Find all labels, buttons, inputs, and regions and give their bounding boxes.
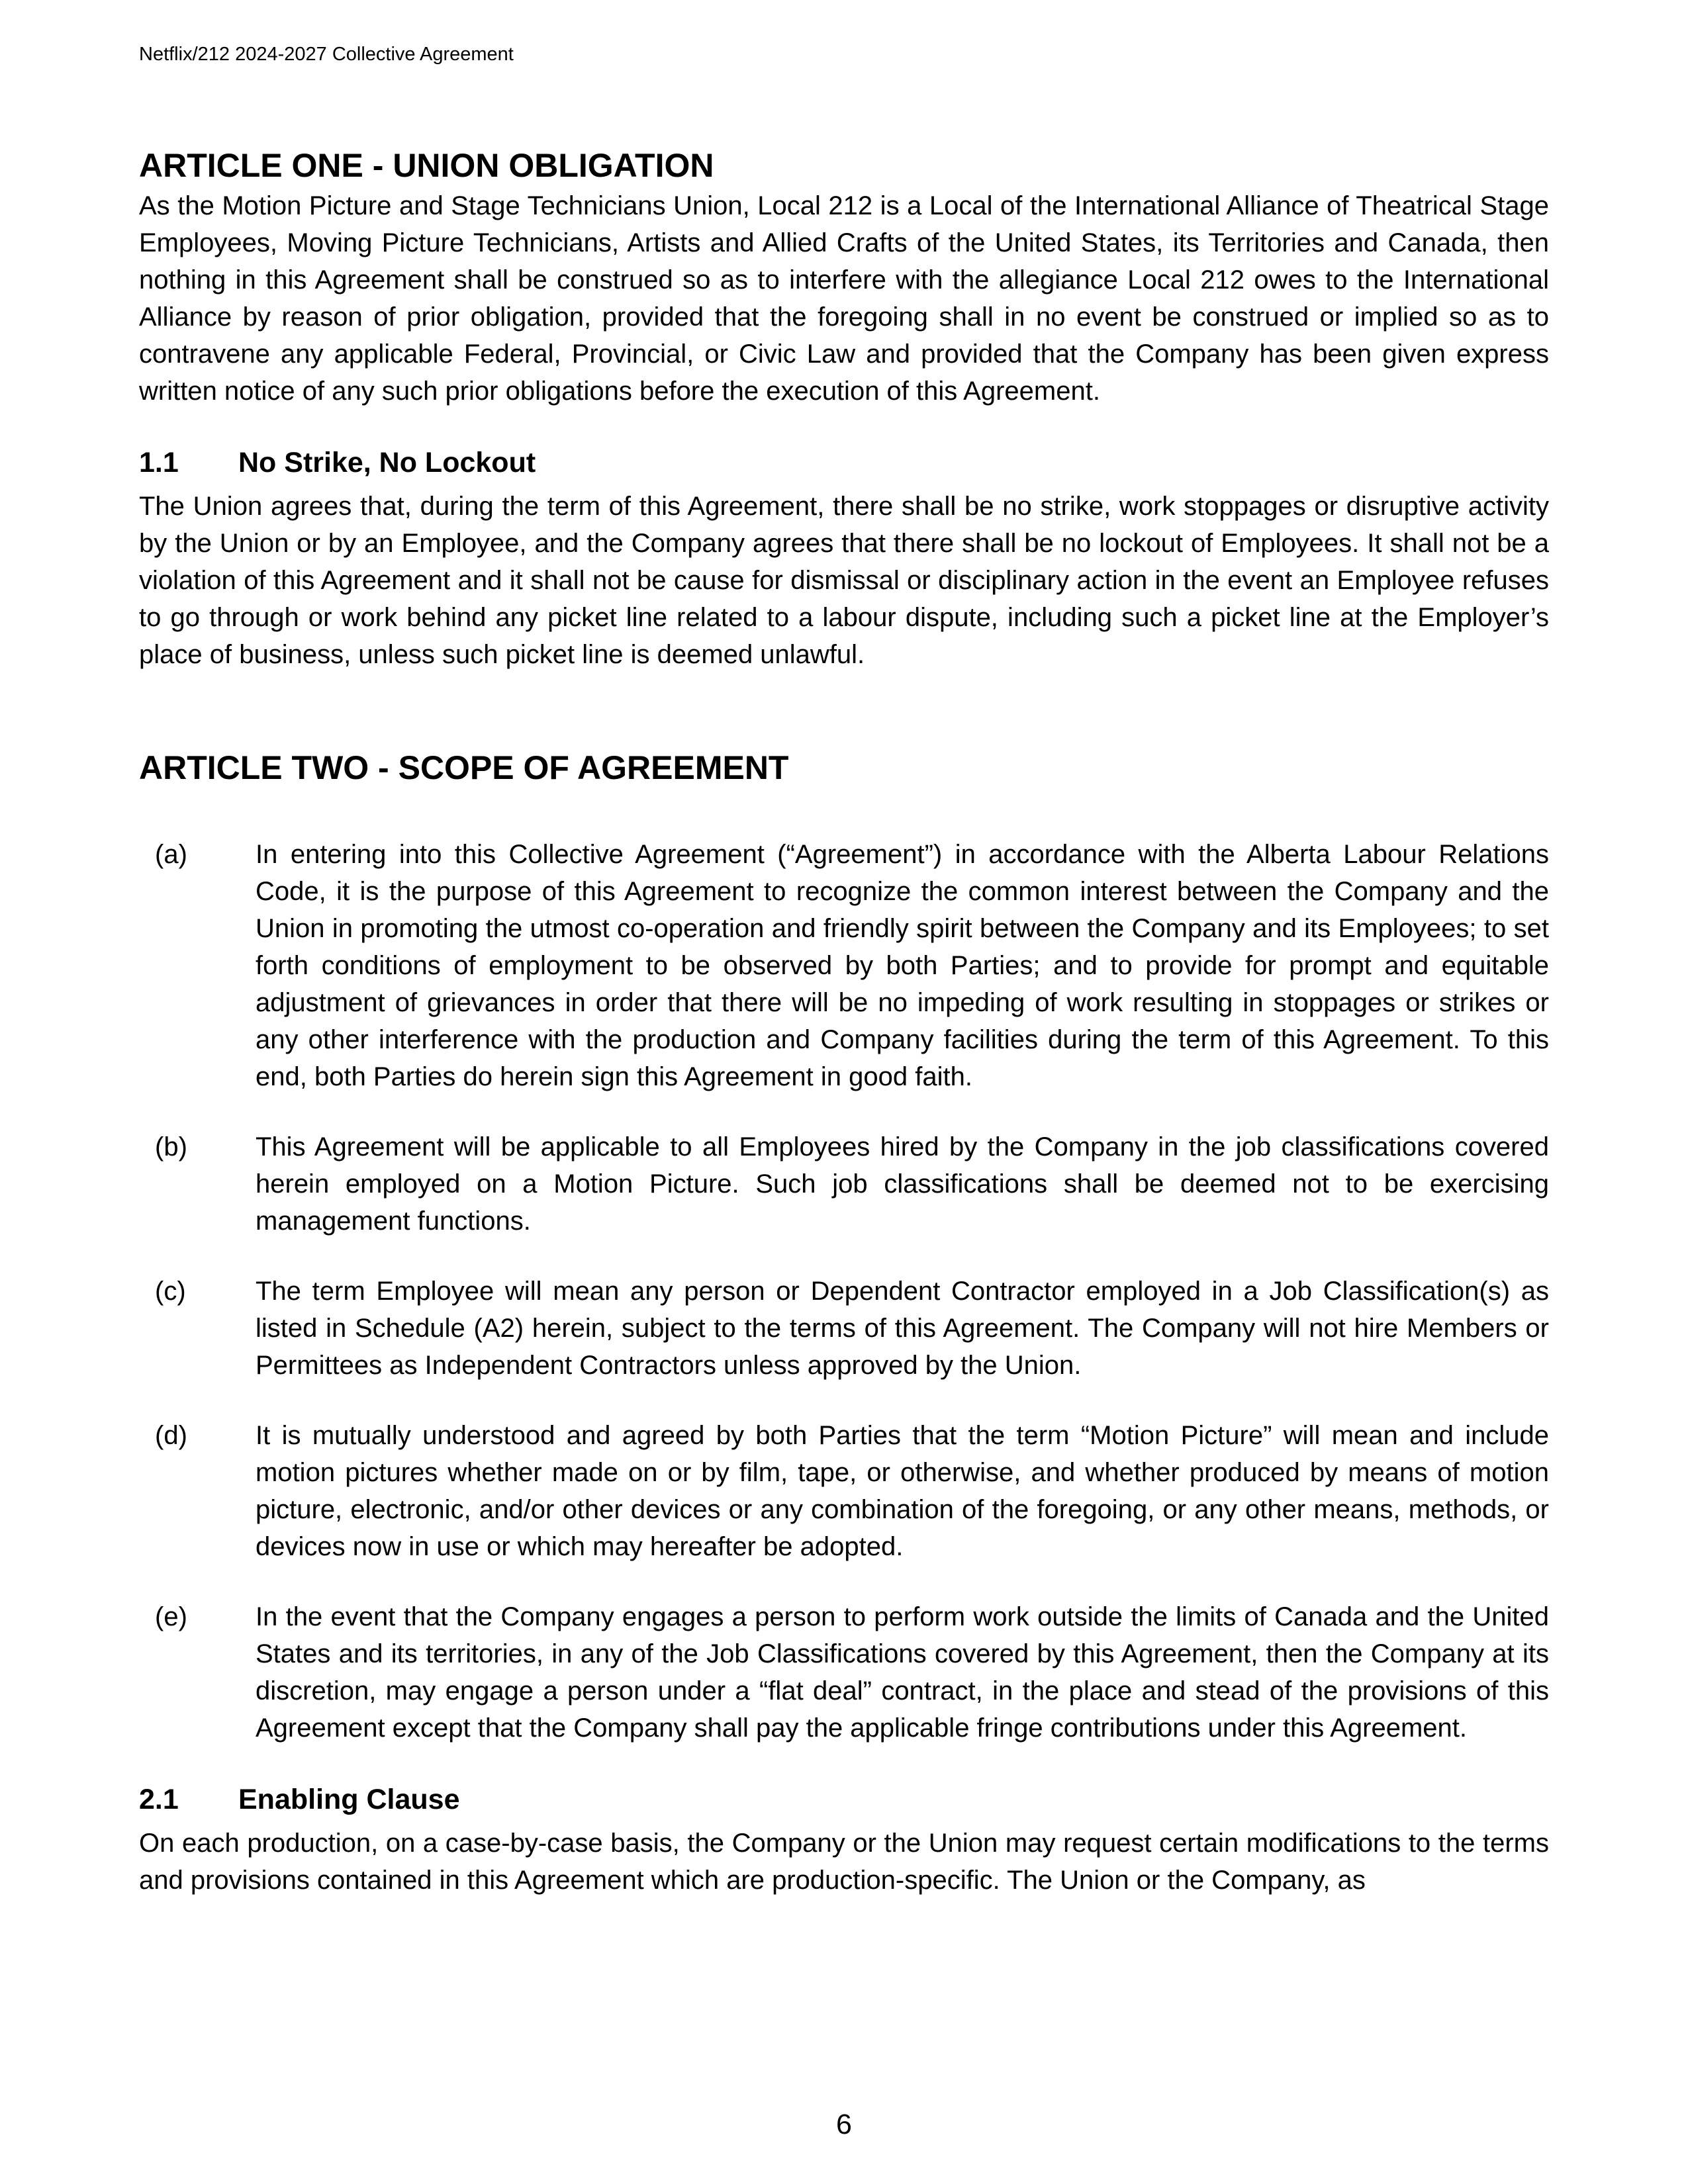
section-title: No Strike, No Lockout bbox=[238, 447, 536, 478]
clause-c bbox=[139, 1273, 1549, 1384]
clause-text: In the event that the Company engages a person to perform work outside the limits of Canada and the United States and its territories, in any of the Job Classifications covered by this Agreement, then the Company at its discretion, may engage a person under a “flat deal” contract, in the place and stead of the provisions of this Agreement except that the Company shall pay the applicable fringe contributions under this Agreement. bbox=[256, 1602, 1549, 1743]
clause-label: (d) bbox=[155, 1421, 187, 1450]
section-2-1-heading bbox=[139, 1780, 1549, 1819]
article-one-intro: As the Motion Picture and Stage Technicians Union, Local 212 is a Local of the International Alliance of Theatrical Stage Employees, Moving Picture Technicians, Artists and Allied Crafts of the United States, its Territories and Canada, then nothing in this Agreement shall be construed so as to interfere with the allegiance Local 212 owes to the International Alliance by reason of prior obligation, provided that the foregoing shall in no event be construed or implied so as to contravene any applicable Federal, Provincial, or Civic Law and provided that the Company has been given express written notice of any such prior obligations before the execution of this Agreement. bbox=[139, 191, 1549, 406]
article-two-title: ARTICLE TWO - SCOPE OF AGREEMENT bbox=[139, 749, 789, 786]
clause-b bbox=[139, 1128, 1549, 1240]
section-1-1-heading bbox=[139, 443, 1549, 482]
clause-label: (e) bbox=[155, 1602, 187, 1631]
article-one-title: ARTICLE ONE - UNION OBLIGATION bbox=[139, 147, 714, 184]
section-1-1-text: The Union agrees that, during the term of this Agreement, there shall be no strike, work stoppages or disruptive activity by the Union or by an Employee, and the Company agrees that there shall be no lockout of Employees. It shall not be a violation of this Agreement and it shall not be cause for dismissal or disciplinary action in the event an Employee refuses to go through or work behind any picket line related to a labour dispute, including such a picket line at the Employer’s place of business, unless such picket line is deemed unlawful. bbox=[139, 492, 1549, 669]
clause-text: The term Employee will mean any person or Dependent Contractor employed in a Job Classification(s) as listed in Schedule (A2) herein, subject to the terms of this Agreement. The Company will not hire Members or Permittees as Independent Contractors unless approved by the Union. bbox=[256, 1277, 1549, 1380]
clause-text: This Agreement will be applicable to all Employees hired by the Company in the job classifications covered herein employed on a Motion Picture. Such job classifications shall be deemed not to be exercising management functions. bbox=[256, 1132, 1549, 1236]
scope-clauses bbox=[139, 836, 1549, 1747]
clause-label: (b) bbox=[155, 1132, 187, 1161]
clause-d bbox=[139, 1417, 1549, 1565]
clause-text: It is mutually understood and agreed by both Parties that the term “Motion Picture” will mean and include motion pictures whether made on or by film, tape, or otherwise, and whether produced by means of motion picture, electronic, and/or other devices or any combination of the foregoing, or any other means, methods, or devices now in use or which may hereafter be adopted. bbox=[256, 1421, 1549, 1561]
clause-e bbox=[139, 1598, 1549, 1747]
document-body bbox=[139, 136, 1549, 1899]
section-title: Enabling Clause bbox=[238, 1784, 460, 1815]
clause-a bbox=[139, 836, 1549, 1095]
section-number: 2.1 bbox=[139, 1784, 179, 1815]
page-number: 6 bbox=[836, 2109, 852, 2140]
clause-label: (c) bbox=[155, 1277, 186, 1306]
running-header: Netflix/212 2024-2027 Collective Agreement bbox=[139, 44, 514, 65]
section-2-1-text: On each production, on a case-by-case basis, the Company or the Union may request certain modifications to the terms and provisions contained in this Agreement which are production-specific. The Union or the Company, as bbox=[139, 1829, 1549, 1895]
clause-text: In entering into this Collective Agreement (“Agreement”) in accordance with the Alberta Labour Relations Code, it is the purpose of this Agreement to recognize the common interest between the Company and the Union in promoting the utmost co-operation and friendly spirit between the Company and its Employees; to set forth conditions of employment to be observed by both Parties; and to provide for prompt and equitable adjustment of grievances in order that there will be no impeding of work resulting in stoppages or strikes or any other interference with the production and Company facilities during the term of this Agreement. To this end, both Parties do herein sign this Agreement in good faith. bbox=[256, 840, 1549, 1091]
section-number: 1.1 bbox=[139, 447, 179, 478]
clause-label: (a) bbox=[155, 840, 187, 869]
